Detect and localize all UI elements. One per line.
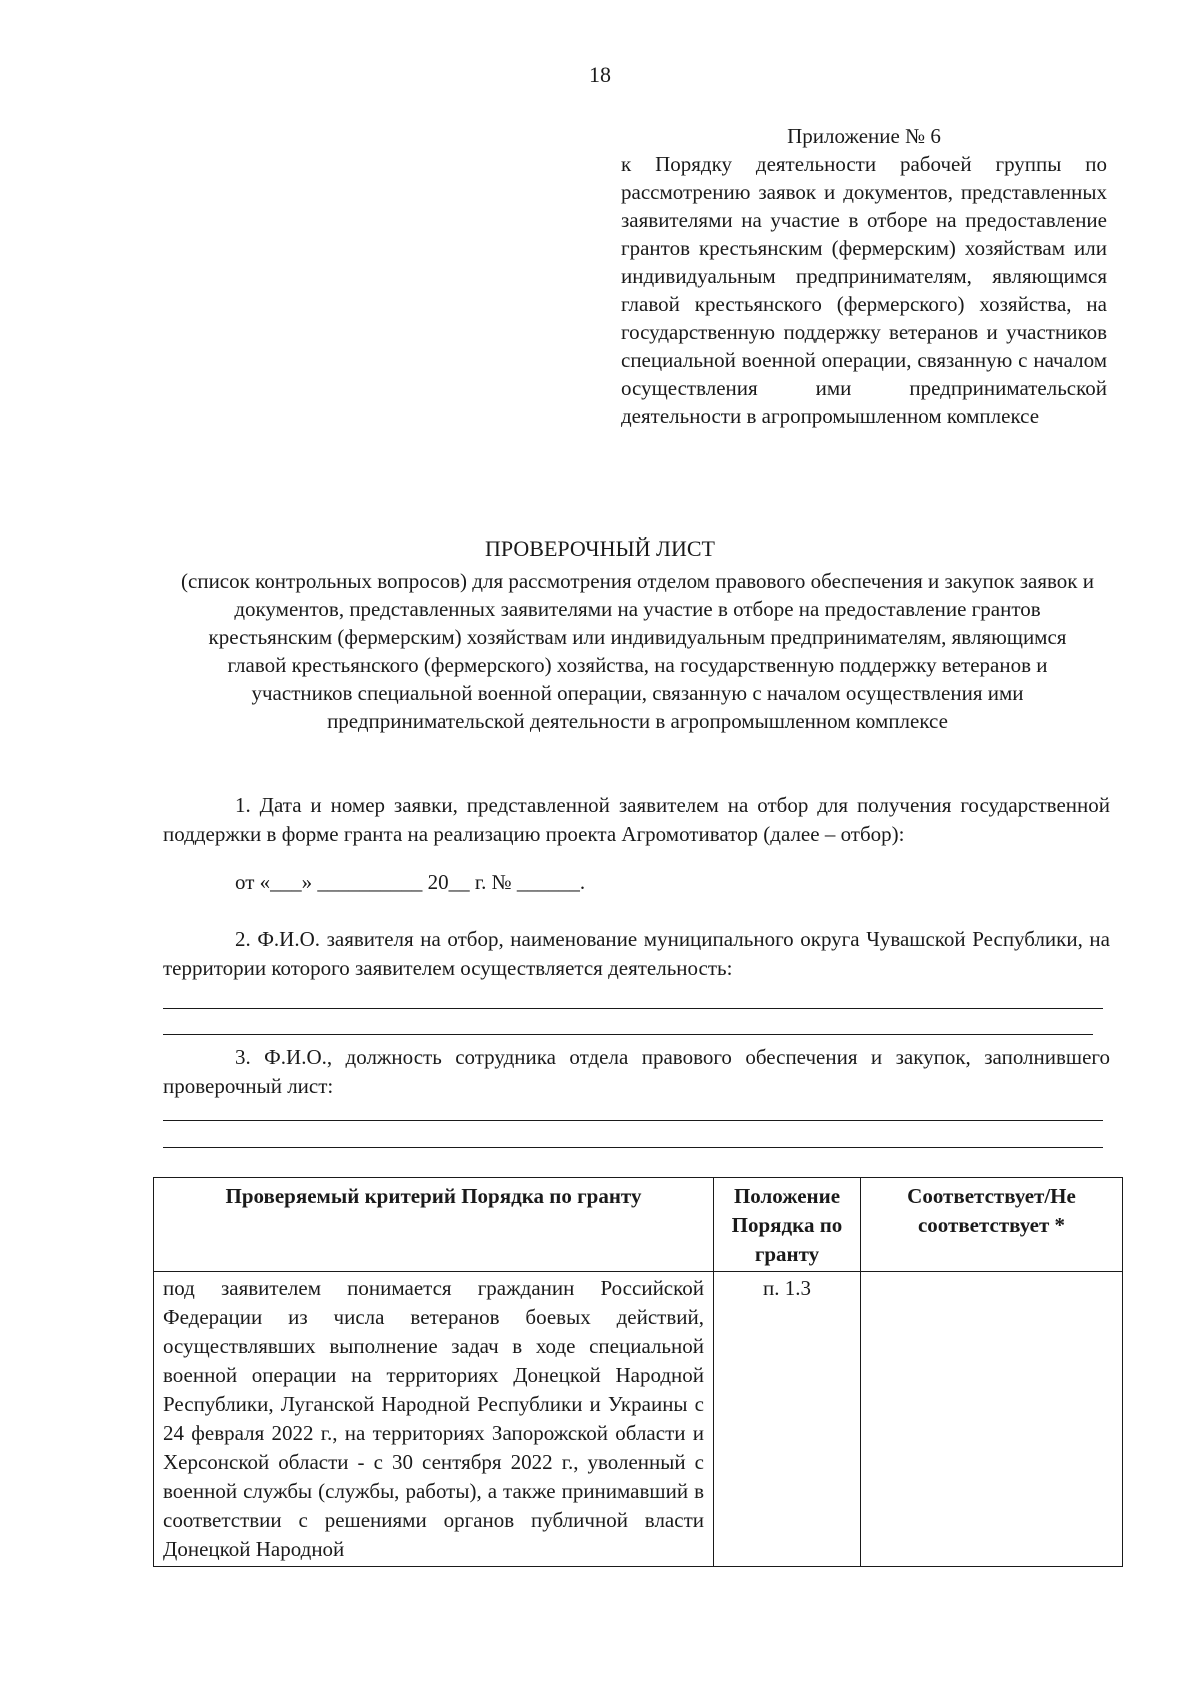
item-2-blank-line-2: [163, 1034, 1093, 1035]
item-1-date-line: от «___» __________ 20__ г. № ______.: [235, 870, 586, 894]
item-1-text: 1. Дата и номер заявки, представленной заявителем на отбор для получения государственной поддержки в форме гранта на реализацию проекта Агромотиватор (далее – отбор):: [163, 793, 1110, 846]
item-3-blank-line-1: [163, 1120, 1103, 1121]
item-2: [163, 925, 1110, 983]
appendix-title: Приложение № 6: [787, 124, 941, 148]
item-3-blank-line-2: [163, 1147, 1103, 1148]
table-row: [154, 1272, 1123, 1567]
header-criterion: Проверяемый критерий Порядка по гранту: [154, 1178, 714, 1272]
item-2-text: 2. Ф.И.О. заявителя на отбор, наименование муниципального округа Чувашской Республики, на территории которого заявителем осуществляется деятельность:: [163, 927, 1110, 980]
appendix-text: к Порядку деятельности рабочей группы по рассмотрению заявок и документов, представленных заявителями на участие в отборе на предоставление грантов крестьянским (фермерским) хозяйствам или индивидуальным предпринимателям, являющимся главой крестьянского (фермерского) хозяйства, на государственную поддержку ветеранов и участников специальной военной операции, связанную с началом осуществления ими предпринимательской деятельности в агропромышленном комплексе: [621, 152, 1107, 428]
item-2-blank-line-1: [163, 1008, 1103, 1009]
cell-compliance: [861, 1272, 1123, 1567]
item-3-text: 3. Ф.И.О., должность сотрудника отдела правового обеспечения и закупок, заполнившего проверочный лист:: [163, 1045, 1110, 1098]
criteria-table: [153, 1177, 1123, 1567]
header-compliance: Соответствует/Не соответствует *: [861, 1178, 1123, 1272]
document-subtitle: (список контрольных вопросов) для рассмотрения отделом правового обеспечения и закупок заявок и документов, представленных заявителями на участие в отборе на предоставление грантов крестьянским (фермерским) хозяйствам или индивидуальным предпринимателям, являющимся главой крестьянского (фермерского) хозяйства, на государственную поддержку ветеранов и участников специальной военной операции, связанную с началом осуществления ими предпринимательской деятельности в агропромышленном комплексе: [181, 569, 1094, 733]
cell-criterion: под заявителем понимается гражданин Российской Федерации из числа ветеранов боевых действий, осуществлявших выполнение задач в ходе специальной военной операции на территориях Донецкой Народной Республики, Луганской Народной Республики и Украины с 24 февраля 2022 г., на территориях Запорожской области и Херсонской области - с 30 сентября 2022 г., уволенный с военной службы (службы, работы), а также принимавший в соответствии с решениями органов публичной власти Донецкой Народной: [154, 1272, 714, 1567]
item-1: [163, 791, 1110, 849]
header-position: Положение Порядка по гранту: [714, 1178, 861, 1272]
item-3: [163, 1043, 1110, 1101]
page-number: 18: [589, 62, 611, 87]
document-title: ПРОВЕРОЧНЫЙ ЛИСТ: [485, 536, 715, 561]
appendix-block: [621, 122, 1107, 430]
cell-position: п. 1.3: [714, 1272, 861, 1567]
table-header-row: [154, 1178, 1123, 1272]
